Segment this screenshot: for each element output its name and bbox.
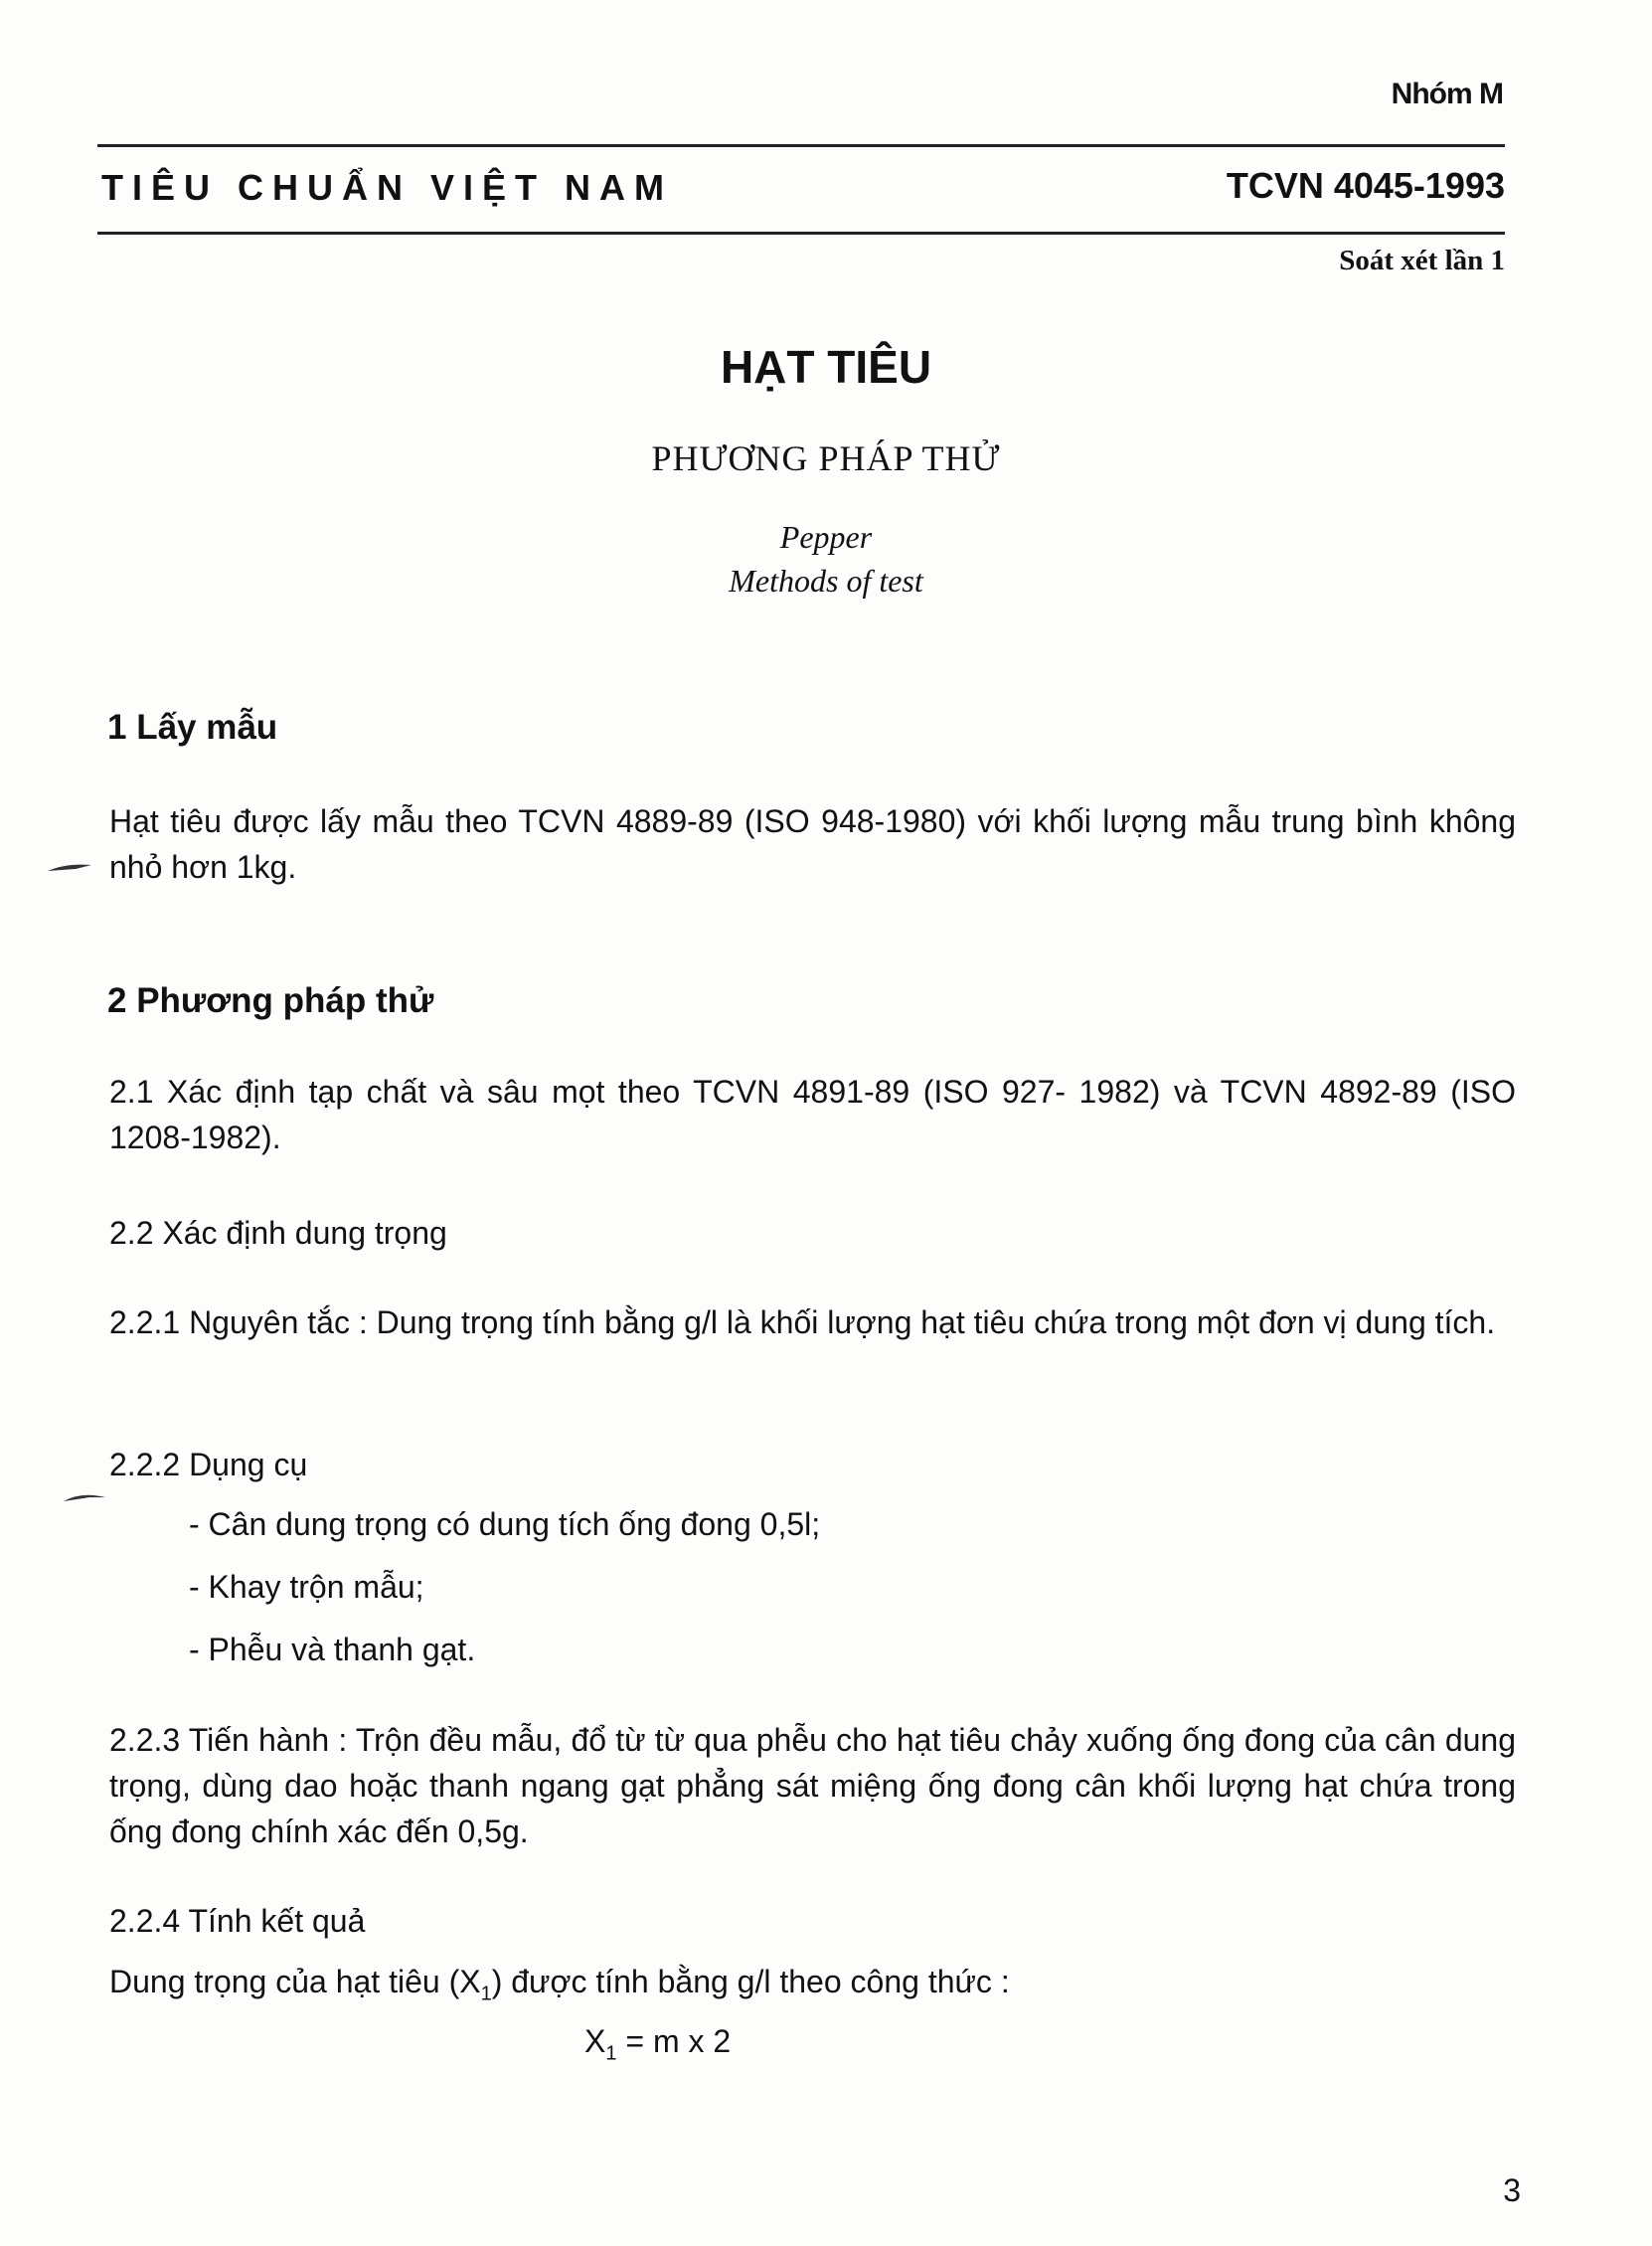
header-bottom-rule: [97, 232, 1505, 235]
english-subtitle: Methods of test: [729, 563, 923, 599]
document-subtitle: PHƯƠNG PHÁP THỬ: [651, 438, 1001, 478]
margin-mark-icon: [62, 1487, 111, 1507]
paragraph-2-2-1: 2.2.1 Nguyên tắc : Dung trọng tính bằng g/l là khối lượng hạt tiêu chứa trong một đơn vị dung tích.: [109, 1304, 1496, 1340]
paragraph-2-2: 2.2 Xác định dung trọng: [109, 1215, 447, 1251]
list-item: - Cân dung trọng có dung tích ống đong 0,5l;: [189, 1506, 821, 1542]
header-top-rule: [97, 144, 1505, 147]
paragraph-2-2-4: 2.2.4 Tính kết quả: [109, 1903, 366, 1939]
english-title: Pepper: [779, 519, 873, 555]
paragraph-2-2-2: 2.2.2 Dụng cụ: [109, 1447, 308, 1482]
list-item: - Phễu và thanh gạt.: [189, 1632, 476, 1667]
margin-mark-icon: [46, 857, 95, 877]
section-1-heading: 1 Lấy mẫu: [107, 708, 278, 747]
standard-code: TCVN 4045-1993: [1226, 165, 1505, 206]
revision-label: Soát xét lần 1: [1339, 245, 1505, 276]
formula: $X_1 = m$ x 2: [584, 2023, 732, 2065]
section-2-heading: 2 Phương pháp thử: [107, 981, 434, 1020]
document-title: HẠT TIÊU: [720, 341, 932, 393]
section-1-body: Hạt tiêu được lấy mẫu theo TCVN 4889-89 (ISO 948-1980) với khối lượng mẫu trung bình không nhỏ hơn 1kg.: [109, 803, 1516, 885]
list-item: - Khay trộn mẫu;: [189, 1569, 424, 1605]
formula-intro: Dung trọng của hạt tiêu $(X_1)$ được tính bằng g/l theo công thức :: [109, 1964, 1010, 2005]
paragraph-2-1: 2.1 Xác định tạp chất và sâu mọt theo TCVN 4891-89 (ISO 927- 1982) và TCVN 4892-89 (ISO 1208-1982).: [109, 1074, 1516, 1155]
page-number: 3: [1503, 2172, 1521, 2208]
group-label: Nhóm M: [1391, 78, 1503, 110]
standard-series-title: TIÊU CHUẨN VIỆT NAM: [101, 167, 673, 208]
paragraph-2-2-3: 2.2.3 Tiến hành : Trộn đều mẫu, đổ từ từ qua phễu cho hạt tiêu chảy xuống ống đong của cân dung trọng, dùng dao hoặc thanh ngang gạt phẳng sát miệng ống đong cân khối lượng hạt chứa trong ống đong chính xác đến 0,5g.: [109, 1722, 1516, 1849]
